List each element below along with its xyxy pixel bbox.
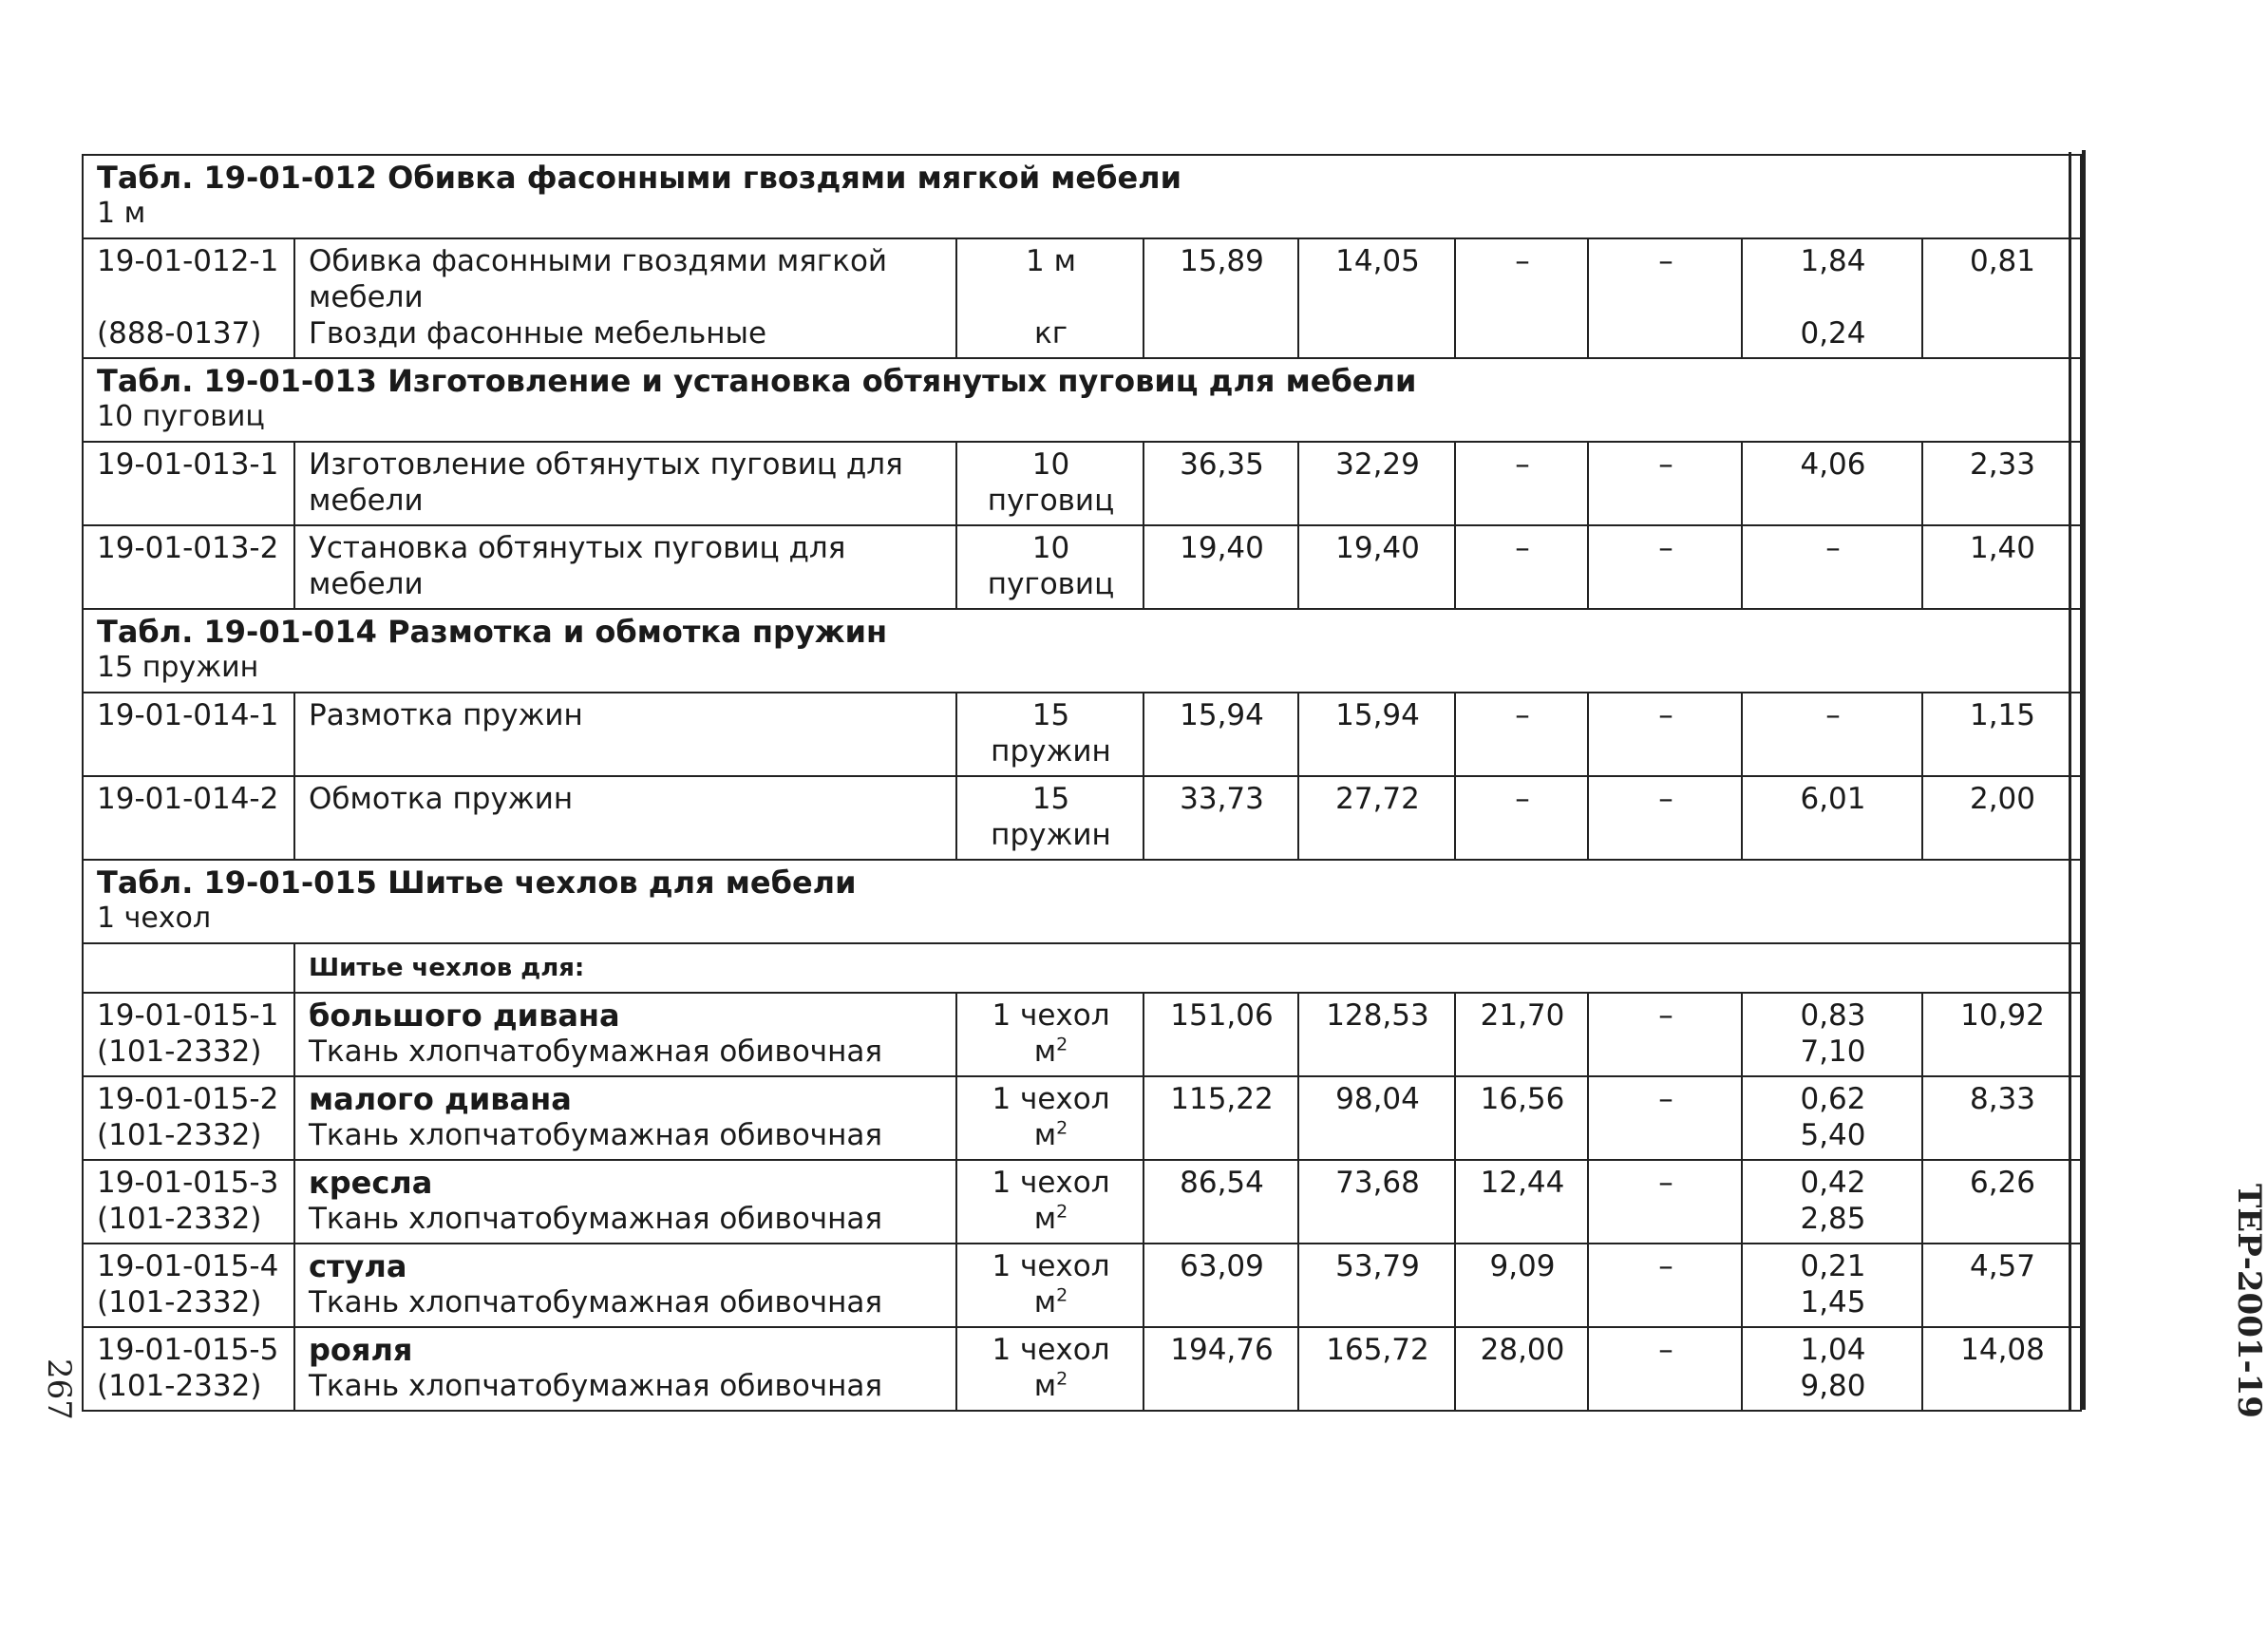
table-row xyxy=(83,693,2081,776)
resource-name: Гвозди фасонные мебельные xyxy=(309,316,767,351)
row-name: Установка обтянутых пуговиц для мебели xyxy=(294,525,956,609)
value-cell: 14,05 xyxy=(1298,238,1455,358)
row-code: 19-01-015-1 xyxy=(97,998,279,1033)
row-name: рояля xyxy=(309,1332,413,1368)
section-unit: 1 чехол xyxy=(97,902,212,935)
table-row xyxy=(83,1076,2081,1160)
resource-code: (888-0137) xyxy=(97,316,262,351)
section-title: Табл. 19-01-012 Обивка фасонными гвоздями мягкой мебели xyxy=(97,160,1182,196)
value-cell: – xyxy=(1742,693,1922,776)
value-cell: 16,56 xyxy=(1455,1076,1588,1160)
value-cell: – xyxy=(1742,525,1922,609)
superscript: 2 xyxy=(1056,1117,1068,1139)
row-name: кресла xyxy=(309,1165,433,1201)
value-cell: – xyxy=(1455,776,1588,860)
resource-unit: м xyxy=(1033,1369,1057,1403)
value-cell: 73,68 xyxy=(1298,1160,1455,1244)
value-cell: 0,81 xyxy=(1922,238,2081,358)
row-code: 19-01-014-1 xyxy=(83,693,294,776)
value-cell: 19,40 xyxy=(1298,525,1455,609)
value-cell: – xyxy=(1588,1076,1742,1160)
value-cell: – xyxy=(1588,238,1742,358)
value-cell: – xyxy=(1588,993,1742,1076)
value-cell: – xyxy=(1588,1327,1742,1411)
value-cell: 1,15 xyxy=(1922,693,2081,776)
table-row xyxy=(83,776,2081,860)
resource-code: (101-2332) xyxy=(97,1285,262,1320)
row-name: Обивка фасонными гвоздями мягкой мебели xyxy=(309,244,888,314)
margin-rule xyxy=(2069,152,2071,1410)
table-row xyxy=(83,1160,2081,1244)
value-cell: 6,01 xyxy=(1742,776,1922,860)
row-unit: 10 пуговиц xyxy=(956,525,1143,609)
row-code: 19-01-012-1 xyxy=(97,244,279,278)
row-code: 19-01-013-2 xyxy=(83,525,294,609)
row-unit: 1 чехол xyxy=(992,1166,1110,1200)
table-row xyxy=(83,993,2081,1076)
row-name: большого дивана xyxy=(309,997,620,1034)
value-cell: 28,00 xyxy=(1455,1327,1588,1411)
value-cell: 165,72 xyxy=(1298,1327,1455,1411)
row-unit: 15 пружин xyxy=(956,693,1143,776)
superscript: 2 xyxy=(1056,1201,1068,1223)
value-cell: 151,06 xyxy=(1143,993,1298,1076)
row-code: 19-01-015-2 xyxy=(97,1082,279,1116)
section-unit: 1 м xyxy=(97,197,146,230)
value-cell: 4,06 xyxy=(1742,442,1922,525)
resource-name: Ткань хлопчатобумажная обивочная xyxy=(309,1118,883,1152)
value-cell: – xyxy=(1588,442,1742,525)
resource-value: 0,24 xyxy=(1800,316,1866,351)
value-cell: 0,62 xyxy=(1800,1082,1866,1116)
rates-table xyxy=(82,154,2082,1412)
section-header xyxy=(83,609,2081,693)
value-cell: 19,40 xyxy=(1143,525,1298,609)
resource-unit: м xyxy=(1033,1118,1057,1152)
value-cell: – xyxy=(1588,525,1742,609)
row-unit: 15 пружин xyxy=(956,776,1143,860)
value-cell: 194,76 xyxy=(1143,1327,1298,1411)
value-cell: 15,89 xyxy=(1143,238,1298,358)
section-header xyxy=(83,860,2081,943)
value-cell: 27,72 xyxy=(1298,776,1455,860)
row-unit: 1 чехол xyxy=(992,1082,1110,1116)
value-cell: 9,09 xyxy=(1455,1244,1588,1327)
value-cell: 2,33 xyxy=(1922,442,2081,525)
superscript: 2 xyxy=(1056,1034,1068,1055)
value-cell: – xyxy=(1588,693,1742,776)
section-title: Табл. 19-01-015 Шитье чехлов для мебели xyxy=(97,864,857,901)
superscript: 2 xyxy=(1056,1368,1068,1390)
value-cell: – xyxy=(1455,238,1588,358)
resource-value: 9,80 xyxy=(1800,1369,1866,1403)
resource-unit: м xyxy=(1033,1202,1057,1236)
section-unit: 10 пуговиц xyxy=(97,400,265,433)
resource-name: Ткань хлопчатобумажная обивочная xyxy=(309,1369,883,1403)
value-cell: 115,22 xyxy=(1143,1076,1298,1160)
value-cell: – xyxy=(1588,1244,1742,1327)
resource-unit: м xyxy=(1033,1285,1057,1320)
value-cell: 0,42 xyxy=(1800,1166,1866,1200)
subheading-row xyxy=(83,943,2081,993)
table-row xyxy=(83,525,2081,609)
value-cell: 8,33 xyxy=(1922,1076,2081,1160)
value-cell: 32,29 xyxy=(1298,442,1455,525)
row-code: 19-01-015-4 xyxy=(97,1249,279,1283)
row-name: стула xyxy=(309,1248,407,1284)
row-name: Изготовление обтянутых пуговиц для мебели xyxy=(294,442,956,525)
resource-code: (101-2332) xyxy=(97,1035,262,1069)
table-row xyxy=(83,1327,2081,1411)
value-cell: 4,57 xyxy=(1922,1244,2081,1327)
section-unit: 15 пружин xyxy=(97,651,259,684)
row-unit: 10 пуговиц xyxy=(956,442,1143,525)
row-code: 19-01-014-2 xyxy=(83,776,294,860)
section-title: Табл. 19-01-014 Размотка и обмотка пружин xyxy=(97,614,888,650)
resource-unit: кг xyxy=(1033,316,1068,351)
value-cell: – xyxy=(1455,693,1588,776)
value-cell: 1,40 xyxy=(1922,525,2081,609)
document-code-label: ТЕР-2001-19 xyxy=(2230,1184,2268,1418)
row-name: малого дивана xyxy=(309,1081,572,1117)
row-code: 19-01-015-3 xyxy=(97,1166,279,1200)
value-cell: 36,35 xyxy=(1143,442,1298,525)
value-cell: – xyxy=(1588,1160,1742,1244)
value-cell: 15,94 xyxy=(1298,693,1455,776)
row-unit: 1 чехол xyxy=(992,998,1110,1033)
table-row xyxy=(83,238,2081,358)
value-cell: 98,04 xyxy=(1298,1076,1455,1160)
value-cell: 1,04 xyxy=(1800,1333,1866,1367)
value-cell: 86,54 xyxy=(1143,1160,1298,1244)
table-row xyxy=(83,1244,2081,1327)
value-cell: 10,92 xyxy=(1922,993,2081,1076)
row-unit: 1 м xyxy=(1026,244,1076,278)
value-cell: 63,09 xyxy=(1143,1244,1298,1327)
value-cell: – xyxy=(1455,525,1588,609)
resource-unit: м xyxy=(1033,1035,1057,1069)
resource-value: 2,85 xyxy=(1800,1202,1866,1236)
row-code: 19-01-013-1 xyxy=(83,442,294,525)
page-number: 267 xyxy=(40,1358,78,1420)
value-cell: 12,44 xyxy=(1455,1160,1588,1244)
value-cell: 33,73 xyxy=(1143,776,1298,860)
value-cell: 128,53 xyxy=(1298,993,1455,1076)
resource-value: 7,10 xyxy=(1800,1035,1866,1069)
value-cell: 0,83 xyxy=(1800,998,1866,1033)
value-cell: 1,84 xyxy=(1800,244,1866,278)
value-cell: 0,21 xyxy=(1800,1249,1866,1283)
table-row xyxy=(83,442,2081,525)
resource-name: Ткань хлопчатобумажная обивочная xyxy=(309,1035,883,1069)
row-name: Размотка пружин xyxy=(294,693,956,776)
value-cell: 14,08 xyxy=(1922,1327,2081,1411)
section-title: Табл. 19-01-013 Изготовление и установка обтянутых пуговиц для мебели xyxy=(97,363,1417,399)
resource-name: Ткань хлопчатобумажная обивочная xyxy=(309,1202,883,1236)
value-cell: 2,00 xyxy=(1922,776,2081,860)
row-unit: 1 чехол xyxy=(992,1249,1110,1283)
value-cell: 53,79 xyxy=(1298,1244,1455,1327)
resource-code: (101-2332) xyxy=(97,1118,262,1152)
resource-code: (101-2332) xyxy=(97,1369,262,1403)
row-code: 19-01-015-5 xyxy=(97,1333,279,1367)
value-cell: 6,26 xyxy=(1922,1160,2081,1244)
value-cell: 21,70 xyxy=(1455,993,1588,1076)
resource-value: 1,45 xyxy=(1800,1285,1866,1320)
resource-code: (101-2332) xyxy=(97,1202,262,1236)
resource-value: 5,40 xyxy=(1800,1118,1866,1152)
row-unit: 1 чехол xyxy=(992,1333,1110,1367)
superscript: 2 xyxy=(1056,1284,1068,1306)
value-cell: – xyxy=(1588,776,1742,860)
resource-name: Ткань хлопчатобумажная обивочная xyxy=(309,1285,883,1320)
value-cell: – xyxy=(1455,442,1588,525)
section-header xyxy=(83,358,2081,442)
subheading: Шитье чехлов для: xyxy=(309,954,585,982)
section-header xyxy=(83,155,2081,238)
row-name: Обмотка пружин xyxy=(294,776,956,860)
value-cell: 15,94 xyxy=(1143,693,1298,776)
margin-rule xyxy=(2082,150,2086,1410)
